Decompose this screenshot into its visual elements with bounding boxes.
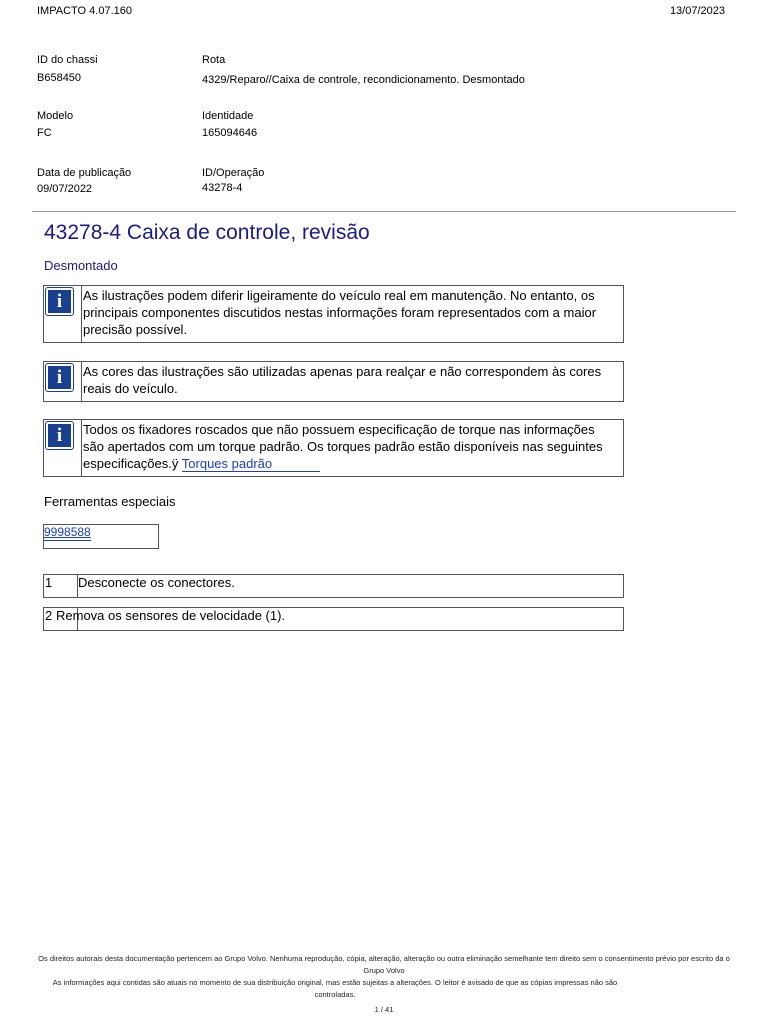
step-number: 2 — [45, 608, 53, 623]
chassis-value: B658450 — [37, 72, 82, 84]
tool-box — [43, 524, 159, 549]
torque-spec-link[interactable]: Torques padrão — [182, 456, 320, 472]
model-label: Modelo — [37, 110, 74, 122]
header-divider — [32, 211, 736, 212]
info-icon: i — [46, 422, 73, 449]
step-row — [43, 607, 624, 631]
page-number: 1 / 41 — [374, 1005, 394, 1014]
info-icon: i — [46, 288, 73, 315]
route-label: Rota — [202, 54, 226, 66]
step-text: Remova os sensores de velocidade (1). — [56, 608, 286, 623]
info-note — [43, 285, 624, 343]
header-date: 13/07/2023 — [669, 5, 725, 17]
operation-label: ID/Operação — [202, 167, 265, 179]
page-title: 43278-4 Caixa de controle, revisão — [44, 221, 370, 244]
info-note-text: As ilustrações podem diferir ligeiramente do veículo real em manutenção. No entanto, os principais componentes discutidos nestas informações foram representados com a maior precisão possível. — [83, 288, 597, 337]
pubdate-label: Data de publicação — [37, 167, 132, 179]
chassis-label: ID do chassi — [37, 54, 98, 66]
info-note-text: As cores das ilustrações são utilizadas apenas para realçar e não correspondem às cores reais do veículo. — [83, 364, 602, 396]
pubdate-value: 09/07/2022 — [37, 183, 93, 195]
app-version: IMPACTO 4.07.160 — [37, 5, 132, 17]
step-number: 1 — [45, 575, 53, 590]
model-value: FC — [37, 127, 52, 139]
tool-link[interactable]: 9998588 — [44, 525, 91, 539]
info-icon: i — [46, 364, 73, 391]
page-subtitle: Desmontado — [44, 258, 118, 273]
route-value: 4329/Reparo//Caixa de controle, recondicionamento. Desmontado — [202, 74, 525, 86]
info-note-text — [83, 421, 619, 472]
operation-value: 43278-4 — [202, 182, 243, 194]
step-row — [43, 574, 624, 598]
identity-value: 165094646 — [202, 127, 258, 139]
disclaimer-notice: As informações aqui contidas são atuais no momento de sua distribuição original, mas estão sujeitas a alterações. O leitor é avisado de que as cópias impressas não são controladas. — [52, 978, 618, 999]
identity-label: Identidade — [202, 110, 254, 122]
copyright-notice: Os direitos autorais desta documentação pertencem ao Grupo Volvo. Nenhuma reprodução, cópia, alteração, alteração ou outra eliminação semelhante tem direito sem o consentimento prévio por escrito da o Grupo Volvo — [38, 954, 730, 975]
step-text: Desconecte os conectores. — [78, 575, 235, 590]
info-note — [43, 361, 624, 402]
info-note-text-body: Todos os fixadores roscados que não possuem especificação de torque nas informações são apertados com um torque padrão. Os torques padrão estão disponíveis nas seguintes especificações.ÿ — [83, 422, 603, 471]
special-tools-label: Ferramentas especiais — [44, 494, 176, 509]
info-note — [43, 419, 624, 477]
